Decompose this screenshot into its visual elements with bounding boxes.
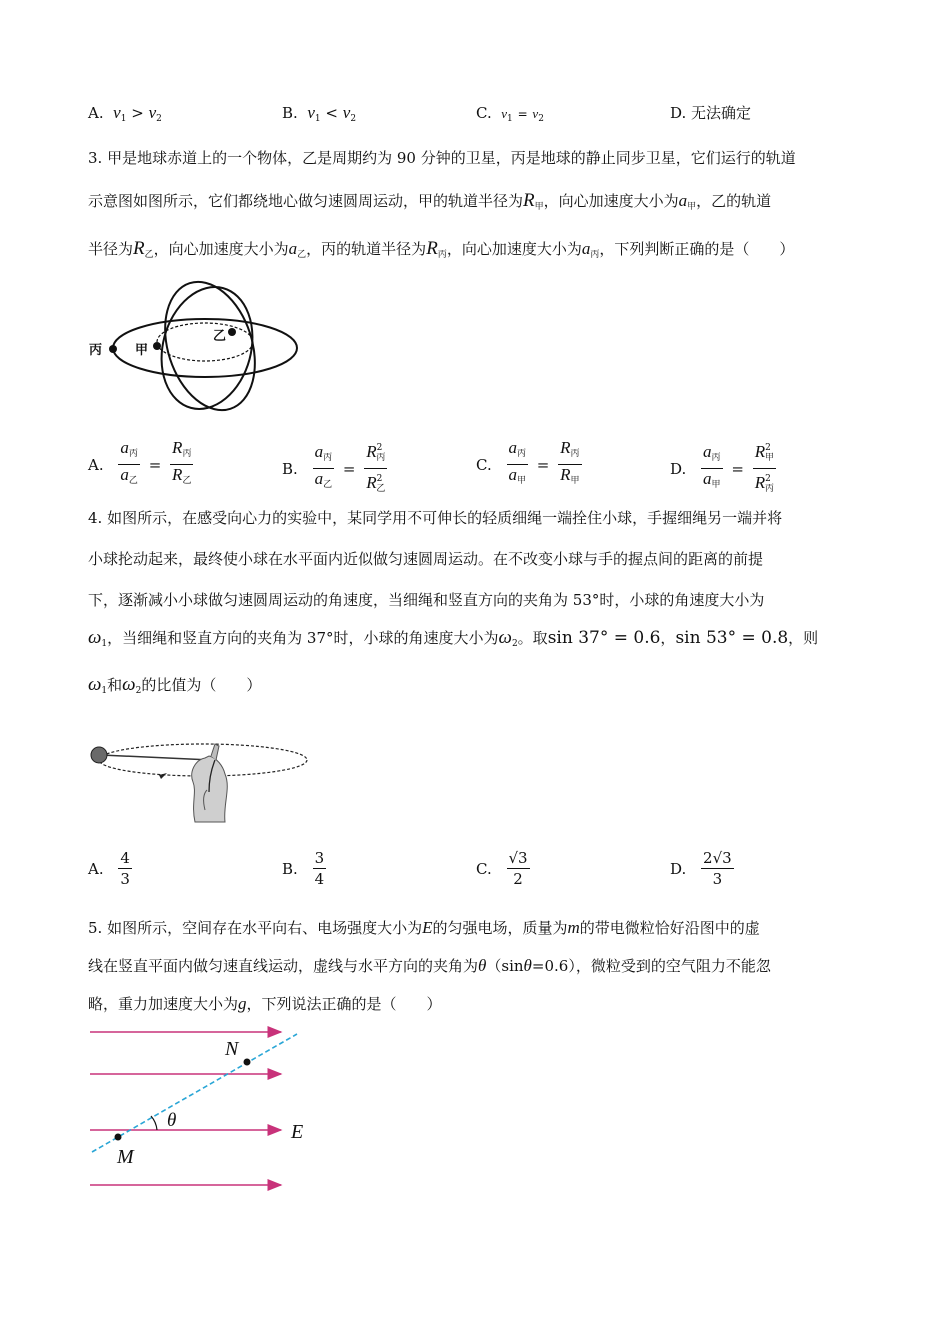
q2-option-a: A. $v_1 > v_2$ — [88, 103, 162, 124]
q5-field-figure — [85, 1022, 325, 1202]
label-jia: 甲 — [135, 343, 149, 358]
q3-option-a: A. $\frac{a_丙}{a_乙}$ = $\frac{R_丙}{R_乙}$ — [88, 438, 192, 486]
label-E: E — [291, 1121, 304, 1143]
label-M: M — [117, 1146, 134, 1168]
q4-line-2: 小球抡动起来，最终使小球在水平面内近似做匀速圆周运动。在不改变小球与手的握点间的距离的前提 — [88, 550, 764, 568]
q3-option-b: B. $\frac{a_丙}{a_乙}$ = $\frac{R^2_丙}{R^2_乙}$ — [282, 438, 387, 499]
string — [101, 755, 211, 760]
q3-option-d: D. $\frac{a_丙}{a_甲}$ = $\frac{R^2_甲}{R^2_丙}$ — [670, 438, 776, 499]
q4-option-b: B. $\frac{3}{4}$ — [282, 849, 325, 888]
q2-option-c: C. $v_1 = v_2$ — [476, 104, 544, 124]
label-yi: 乙 — [213, 329, 227, 344]
label-N: N — [225, 1038, 239, 1060]
point-M — [115, 1134, 122, 1141]
q3-line-2: 示意图如图所示，它们都绕地心做匀速圆周运动，甲的轨道半径为$R_甲$，向心加速度大小为$a_甲$，乙的轨道 — [88, 190, 772, 212]
q2-option-d: D. 无法确定 — [670, 104, 752, 122]
q3-line-1: 3. 甲是地球赤道上的一个物体，乙是周期约为 90 分钟的卫星，丙是地球的静止同步卫星，它们运行的轨道 — [88, 149, 796, 167]
q4-line-5: $\omega_1$和$\omega_2$的比值为（ ） — [88, 674, 262, 696]
q5-line-1: 5. 如图所示，空间存在水平向右、电场强度大小为E的匀强电场，质量为m的带电微粒恰好沿图中的虚 — [88, 918, 760, 937]
label-bing: 丙 — [89, 343, 103, 358]
ball — [91, 747, 107, 763]
arrow-marker — [159, 773, 167, 779]
q3-line-3: 半径为$R_乙$，向心加速度大小为$a_乙$，丙的轨道半径为$R_丙$，向心加速度大小为$a_丙$，下列判断正确的是（ ） — [88, 238, 795, 260]
dot-bing — [109, 345, 117, 353]
q3-option-c: C. $\frac{a_丙}{a_甲}$ = $\frac{R_丙}{R_甲}$ — [476, 438, 580, 486]
q5-line-2: 线在竖直平面内做匀速直线运动，虚线与水平方向的夹角为θ（sinθ=0.6），微粒受到的空气阻力不能忽 — [88, 956, 771, 975]
q4-option-c: C. $\frac{√3}{2}$ — [476, 849, 528, 888]
dashed-path — [92, 1034, 297, 1152]
q5-line-3: 略，重力加速度大小为g，下列说法正确的是（ ） — [88, 994, 442, 1013]
orbit-yi-2 — [148, 278, 265, 418]
q4-hand-ball-figure — [85, 730, 315, 830]
dot-jia — [153, 342, 161, 350]
q4-line-4: $\omega_1$，当细绳和竖直方向的夹角为 37°时，小球的角速度大小为$\omega_2$。取sin 37° = 0.6，sin 53° = 0.8，则 — [88, 627, 819, 649]
q4-option-a: A. $\frac{4}{3}$ — [88, 849, 130, 888]
q2-option-b: B. $v_1 < v_2$ — [282, 103, 357, 124]
q3-orbit-figure — [85, 278, 305, 418]
label-theta: θ — [167, 1110, 177, 1131]
q4-line-3: 下，逐渐减小小球做匀速圆周运动的角速度，当细绳和竖直方向的夹角为 53°时，小球的角速度大小为 — [88, 591, 765, 609]
orbit-jia-dashed — [157, 323, 253, 361]
hand-icon — [192, 744, 228, 822]
q4-option-d: D. $\frac{2√3}{3}$ — [670, 849, 732, 888]
dot-yi — [228, 328, 236, 336]
q4-line-1: 4. 如图所示，在感受向心力的实验中，某同学用不可伸长的轻质细绳一端拴住小球，手握细绳另一端并将 — [88, 509, 783, 527]
point-N — [244, 1059, 251, 1066]
